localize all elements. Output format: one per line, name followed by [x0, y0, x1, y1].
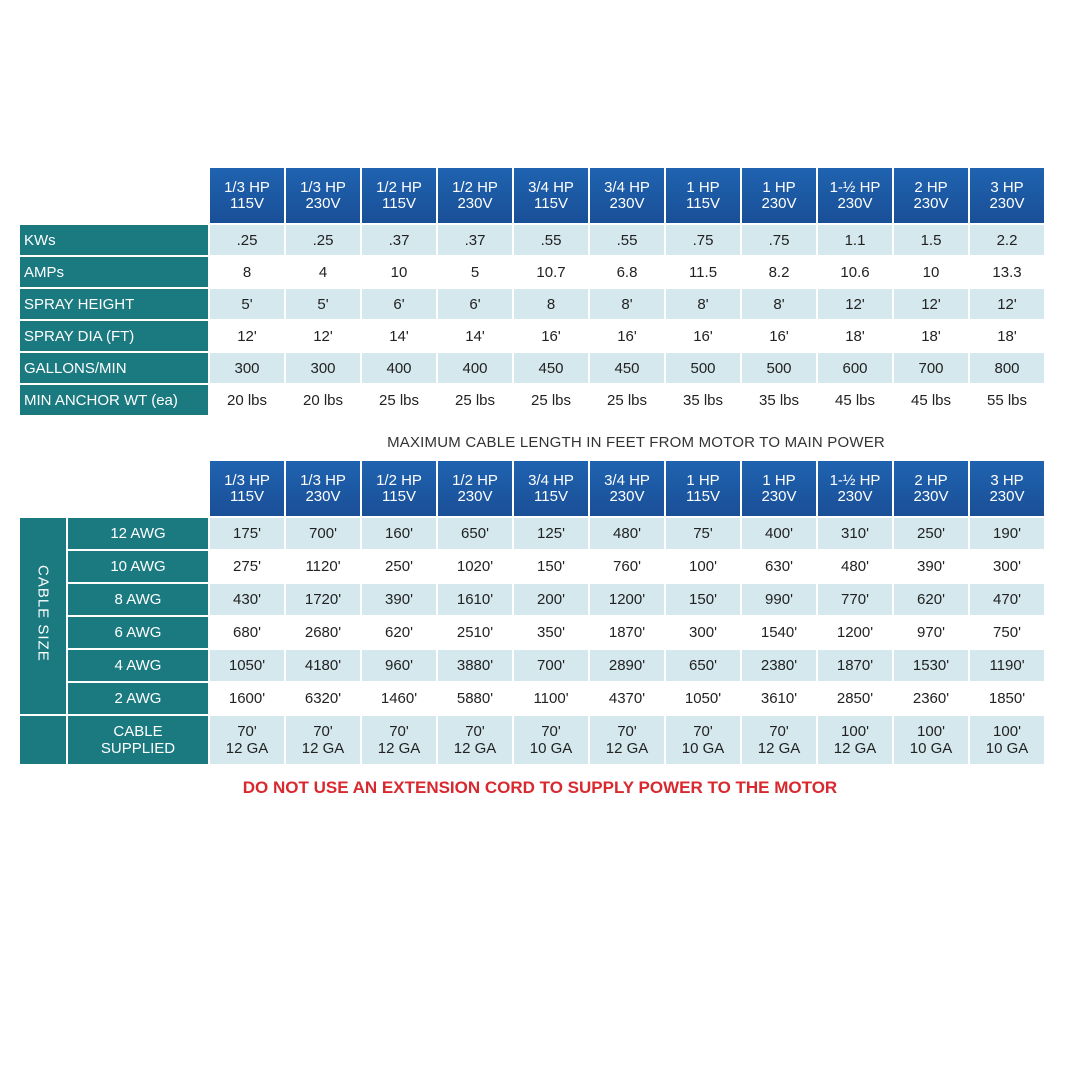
spec-value: 450 — [590, 353, 664, 383]
cable-length-value: 1200' — [590, 584, 664, 615]
spec-value: 14' — [362, 321, 436, 351]
spec-value: 55 lbs — [970, 385, 1044, 415]
cable-row — [20, 584, 1044, 615]
cable-length-value: 1540' — [742, 617, 816, 648]
cable-length-value: 1120' — [286, 551, 360, 582]
spec-value: .55 — [590, 225, 664, 255]
spec-value: 8 — [514, 289, 588, 319]
cable-header-row — [20, 461, 1044, 516]
cable-length-value: 125' — [514, 518, 588, 549]
column-header: 3 HP 230V — [970, 461, 1044, 516]
column-header: 1/3 HP 115V — [210, 168, 284, 223]
spec-row-label: KWs — [20, 225, 208, 255]
spec-value: 12' — [970, 289, 1044, 319]
spec-row-label: AMPs — [20, 257, 208, 287]
cable-supplied-value: 100' 12 GA — [818, 716, 892, 764]
cable-length-value: 630' — [742, 551, 816, 582]
cable-length-value: 150' — [514, 551, 588, 582]
cable-length-value: 650' — [438, 518, 512, 549]
awg-label: 4 AWG — [68, 650, 208, 681]
column-header: 1/2 HP 230V — [438, 461, 512, 516]
column-header: 2 HP 230V — [894, 168, 968, 223]
cable-length-value: 2680' — [286, 617, 360, 648]
spec-value: 6' — [438, 289, 512, 319]
cable-length-value: 770' — [818, 584, 892, 615]
spec-value: 20 lbs — [210, 385, 284, 415]
column-header: 1 HP 115V — [666, 461, 740, 516]
column-header: 1/3 HP 115V — [210, 461, 284, 516]
spec-value: 10 — [362, 257, 436, 287]
cable-length-value: 1190' — [970, 650, 1044, 681]
cable-length-value: 175' — [210, 518, 284, 549]
cable-size-text: CABLE SIZE — [34, 565, 52, 662]
column-header: 1 HP 230V — [742, 168, 816, 223]
spec-row — [20, 289, 1044, 319]
cable-supplied-value: 70' 12 GA — [362, 716, 436, 764]
spec-value: 35 lbs — [666, 385, 740, 415]
cable-length-table — [18, 459, 1046, 766]
spec-value: 8' — [742, 289, 816, 319]
spec-row-label: GALLONS/MIN — [20, 353, 208, 383]
cable-supplied-value: 70' 12 GA — [286, 716, 360, 764]
spec-value: 25 lbs — [438, 385, 512, 415]
spec-value: 6.8 — [590, 257, 664, 287]
awg-label: 6 AWG — [68, 617, 208, 648]
cable-length-value: 1600' — [210, 683, 284, 714]
spec-value: 11.5 — [666, 257, 740, 287]
supplied-side-spacer — [20, 716, 66, 764]
spec-value: 25 lbs — [514, 385, 588, 415]
cable-length-value: 650' — [666, 650, 740, 681]
spec-row-label: MIN ANCHOR WT (ea) — [20, 385, 208, 415]
spec-value: 45 lbs — [818, 385, 892, 415]
cable-length-value: 1050' — [210, 650, 284, 681]
cable-length-value: 990' — [742, 584, 816, 615]
column-header: 1/3 HP 230V — [286, 461, 360, 516]
spec-value: 16' — [514, 321, 588, 351]
spec-row — [20, 353, 1044, 383]
spec-value: 4 — [286, 257, 360, 287]
cable-length-value: 1200' — [818, 617, 892, 648]
spec-value: .75 — [742, 225, 816, 255]
spec-value: 6' — [362, 289, 436, 319]
cable-length-value: 2890' — [590, 650, 664, 681]
cable-length-value: 3880' — [438, 650, 512, 681]
cable-length-value: 700' — [514, 650, 588, 681]
cable-length-value: 150' — [666, 584, 740, 615]
column-header: 1-½ HP 230V — [818, 461, 892, 516]
spec-value: 700 — [894, 353, 968, 383]
column-header: 1/2 HP 115V — [362, 461, 436, 516]
spec-value: 400 — [362, 353, 436, 383]
spec-value: .55 — [514, 225, 588, 255]
cable-length-value: 4370' — [590, 683, 664, 714]
spec-value: .75 — [666, 225, 740, 255]
spec-header-row — [20, 168, 1044, 223]
cable-length-value: 75' — [666, 518, 740, 549]
cable-length-value: 480' — [590, 518, 664, 549]
spec-value: 13.3 — [970, 257, 1044, 287]
awg-label: 12 AWG — [68, 518, 208, 549]
cable-length-value: 470' — [970, 584, 1044, 615]
column-header: 1 HP 115V — [666, 168, 740, 223]
cable-length-value: 2380' — [742, 650, 816, 681]
spec-value: 5' — [286, 289, 360, 319]
cable-length-value: 2510' — [438, 617, 512, 648]
spec-value: 18' — [894, 321, 968, 351]
spec-value: 300 — [210, 353, 284, 383]
spec-value: 5 — [438, 257, 512, 287]
spec-value: 20 lbs — [286, 385, 360, 415]
cable-length-value: 1610' — [438, 584, 512, 615]
spec-value: 600 — [818, 353, 892, 383]
spec-value: 16' — [590, 321, 664, 351]
spec-value: 45 lbs — [894, 385, 968, 415]
cable-length-value: 100' — [666, 551, 740, 582]
extension-cord-warning: DO NOT USE AN EXTENSION CORD TO SUPPLY POWER TO THE MOTOR — [242, 778, 838, 797]
spec-value: 8' — [666, 289, 740, 319]
spec-value: 400 — [438, 353, 512, 383]
cable-row — [20, 518, 1044, 549]
spec-row — [20, 385, 1044, 415]
spec-row-label: SPRAY HEIGHT — [20, 289, 208, 319]
spec-value: 1.5 — [894, 225, 968, 255]
cable-length-value: 2850' — [818, 683, 892, 714]
spec-value: .25 — [210, 225, 284, 255]
column-header: 1/2 HP 115V — [362, 168, 436, 223]
spec-row — [20, 257, 1044, 287]
spec-value: 12' — [818, 289, 892, 319]
cable-length-value: 250' — [362, 551, 436, 582]
cable-length-value: 400' — [742, 518, 816, 549]
cable-length-value: 310' — [818, 518, 892, 549]
spec-value: 10.7 — [514, 257, 588, 287]
cable-size-side-label — [20, 518, 66, 714]
cable-length-value: 760' — [590, 551, 664, 582]
column-header: 3/4 HP 230V — [590, 461, 664, 516]
spec-value: 12' — [210, 321, 284, 351]
cable-supplied-value: 70' 12 GA — [590, 716, 664, 764]
cable-length-value: 390' — [894, 551, 968, 582]
spec-value: 500 — [742, 353, 816, 383]
column-header: 3 HP 230V — [970, 168, 1044, 223]
cable-length-value: 2360' — [894, 683, 968, 714]
cable-length-value: 1460' — [362, 683, 436, 714]
cable-length-value: 275' — [210, 551, 284, 582]
header-spacer — [20, 168, 208, 223]
column-header: 1 HP 230V — [742, 461, 816, 516]
column-header: 3/4 HP 115V — [514, 461, 588, 516]
cable-supplied-value: 70' 10 GA — [514, 716, 588, 764]
column-header: 1/2 HP 230V — [438, 168, 512, 223]
column-header: 2 HP 230V — [894, 461, 968, 516]
cable-length-value: 1870' — [590, 617, 664, 648]
spec-value: 12' — [286, 321, 360, 351]
cable-supplied-value: 70' 12 GA — [210, 716, 284, 764]
cable-length-value: 960' — [362, 650, 436, 681]
awg-label: 8 AWG — [68, 584, 208, 615]
spec-value: 1.1 — [818, 225, 892, 255]
cable-supplied-value: 100' 10 GA — [970, 716, 1044, 764]
cable-row — [20, 650, 1044, 681]
spec-value: 14' — [438, 321, 512, 351]
spec-value: 500 — [666, 353, 740, 383]
spec-value: 18' — [970, 321, 1044, 351]
spec-value: 16' — [742, 321, 816, 351]
spec-value: 35 lbs — [742, 385, 816, 415]
cable-length-value: 1720' — [286, 584, 360, 615]
spec-value: .37 — [438, 225, 512, 255]
spec-value: 16' — [666, 321, 740, 351]
cable-supplied-value: 70' 12 GA — [438, 716, 512, 764]
cable-length-value: 190' — [970, 518, 1044, 549]
cable-length-value: 680' — [210, 617, 284, 648]
cable-length-value: 300' — [666, 617, 740, 648]
spec-value: 800 — [970, 353, 1044, 383]
spec-value: 5' — [210, 289, 284, 319]
column-header: 1-½ HP 230V — [818, 168, 892, 223]
cable-row — [20, 617, 1044, 648]
spec-value: .37 — [362, 225, 436, 255]
cable-supplied-value: 100' 10 GA — [894, 716, 968, 764]
cable-supplied-value: 70' 10 GA — [666, 716, 740, 764]
header-spacer — [20, 461, 208, 516]
spec-value: .25 — [286, 225, 360, 255]
cable-length-value: 300' — [970, 551, 1044, 582]
cable-length-value: 430' — [210, 584, 284, 615]
spec-value: 25 lbs — [362, 385, 436, 415]
spec-value: 8 — [210, 257, 284, 287]
cable-length-value: 6320' — [286, 683, 360, 714]
cable-length-value: 1050' — [666, 683, 740, 714]
motor-spec-table — [18, 166, 1046, 417]
column-header: 3/4 HP 230V — [590, 168, 664, 223]
awg-label: 2 AWG — [68, 683, 208, 714]
cable-length-value: 620' — [362, 617, 436, 648]
cable-length-value: 160' — [362, 518, 436, 549]
cable-length-value: 1020' — [438, 551, 512, 582]
spec-value: 2.2 — [970, 225, 1044, 255]
cable-length-value: 3610' — [742, 683, 816, 714]
cable-length-value: 4180' — [286, 650, 360, 681]
cable-supplied-value: 70' 12 GA — [742, 716, 816, 764]
cable-length-value: 1100' — [514, 683, 588, 714]
spec-row-label: SPRAY DIA (FT) — [20, 321, 208, 351]
cable-length-value: 5880' — [438, 683, 512, 714]
cable-length-value: 970' — [894, 617, 968, 648]
cable-length-value: 200' — [514, 584, 588, 615]
cable-length-value: 1530' — [894, 650, 968, 681]
cable-length-caption: MAXIMUM CABLE LENGTH IN FEET FROM MOTOR TO MAIN POWER — [387, 434, 885, 451]
cable-length-value: 620' — [894, 584, 968, 615]
spec-value: 25 lbs — [590, 385, 664, 415]
cable-row — [20, 683, 1044, 714]
spec-value: 10 — [894, 257, 968, 287]
column-header: 1/3 HP 230V — [286, 168, 360, 223]
awg-label: 10 AWG — [68, 551, 208, 582]
spec-value: 300 — [286, 353, 360, 383]
spec-row — [20, 321, 1044, 351]
cable-length-value: 1870' — [818, 650, 892, 681]
spec-value: 18' — [818, 321, 892, 351]
spec-row — [20, 225, 1044, 255]
cable-length-value: 750' — [970, 617, 1044, 648]
spec-value: 10.6 — [818, 257, 892, 287]
cable-length-value: 250' — [894, 518, 968, 549]
column-header: 3/4 HP 115V — [514, 168, 588, 223]
cable-length-value: 390' — [362, 584, 436, 615]
cable-row — [20, 551, 1044, 582]
cable-supplied-row — [20, 716, 1044, 764]
cable-length-value: 480' — [818, 551, 892, 582]
cable-length-value: 700' — [286, 518, 360, 549]
cable-length-value: 1850' — [970, 683, 1044, 714]
spec-value: 8' — [590, 289, 664, 319]
cable-supplied-label: CABLE SUPPLIED — [68, 716, 208, 764]
spec-value: 12' — [894, 289, 968, 319]
cable-length-value: 350' — [514, 617, 588, 648]
spec-value: 450 — [514, 353, 588, 383]
spec-value: 8.2 — [742, 257, 816, 287]
